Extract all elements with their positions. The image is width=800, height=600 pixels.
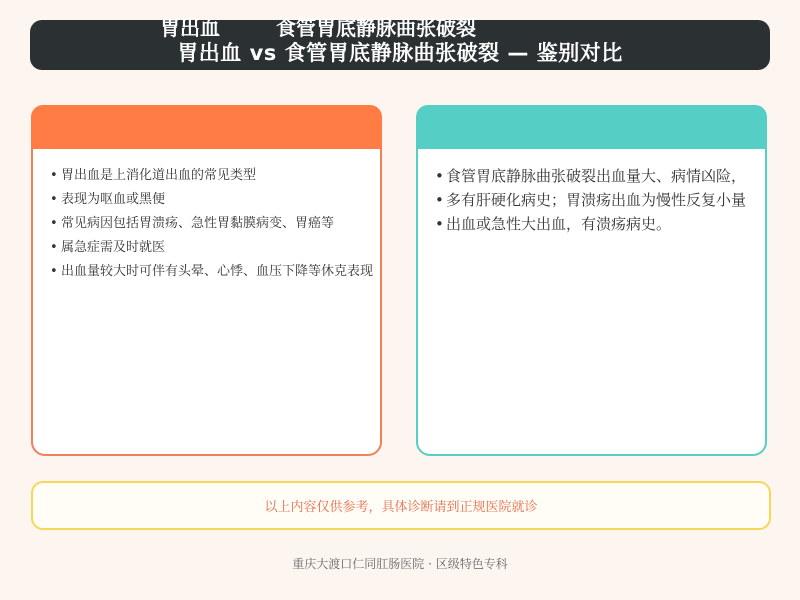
list-item: • 食管胃底静脉曲张破裂出血量大、病情凶险， <box>435 164 768 188</box>
card-varices-rupture <box>416 105 767 456</box>
list-item: • 常见病因包括胃溃疡、急性胃黏膜病变、胃癌等 <box>50 212 373 236</box>
bullet-icon: • <box>50 192 58 207</box>
bullet-icon: • <box>435 167 444 185</box>
list-item: • 胃出血是上消化道出血的常见类型 <box>50 164 373 188</box>
list-item: • 表现为呕血或黑便 <box>50 188 373 212</box>
card-title-gastric-bleeding: 胃出血 <box>160 16 220 40</box>
varices-rupture-list <box>435 164 768 236</box>
bullet-icon: • <box>50 168 58 183</box>
list-item: • 出血或急性大出血，有溃疡病史。 <box>435 212 768 236</box>
list-item: • 属急症需及时就医 <box>50 236 373 260</box>
list-item: • 出血量较大时可伴有头晕、心悸、血压下降等休克表现 <box>50 260 373 284</box>
list-item: • 多有肝硬化病史；胃溃疡出血为慢性反复小量 <box>435 188 768 212</box>
footer-text: 重庆大渡口仁同肛肠医院 · 区级特色专科 <box>292 557 508 571</box>
bullet-icon: • <box>435 191 444 209</box>
bullet-icon: • <box>50 240 58 255</box>
card-header-gastric-bleeding <box>31 105 382 149</box>
page-title: 胃出血 vs 食管胃底静脉曲张破裂 — 鉴别对比 <box>177 41 623 65</box>
card-header-varices-rupture <box>416 105 767 149</box>
gastric-bleeding-list <box>50 164 373 284</box>
disclaimer-text: 以上内容仅供参考，具体诊断请到正规医院就诊 <box>264 500 538 515</box>
card-title-varices-rupture: 食管胃底静脉曲张破裂 <box>276 16 476 40</box>
disclaimer-box <box>31 481 771 530</box>
bullet-icon: • <box>435 215 444 233</box>
bullet-icon: • <box>50 264 58 279</box>
bullet-icon: • <box>50 216 58 231</box>
